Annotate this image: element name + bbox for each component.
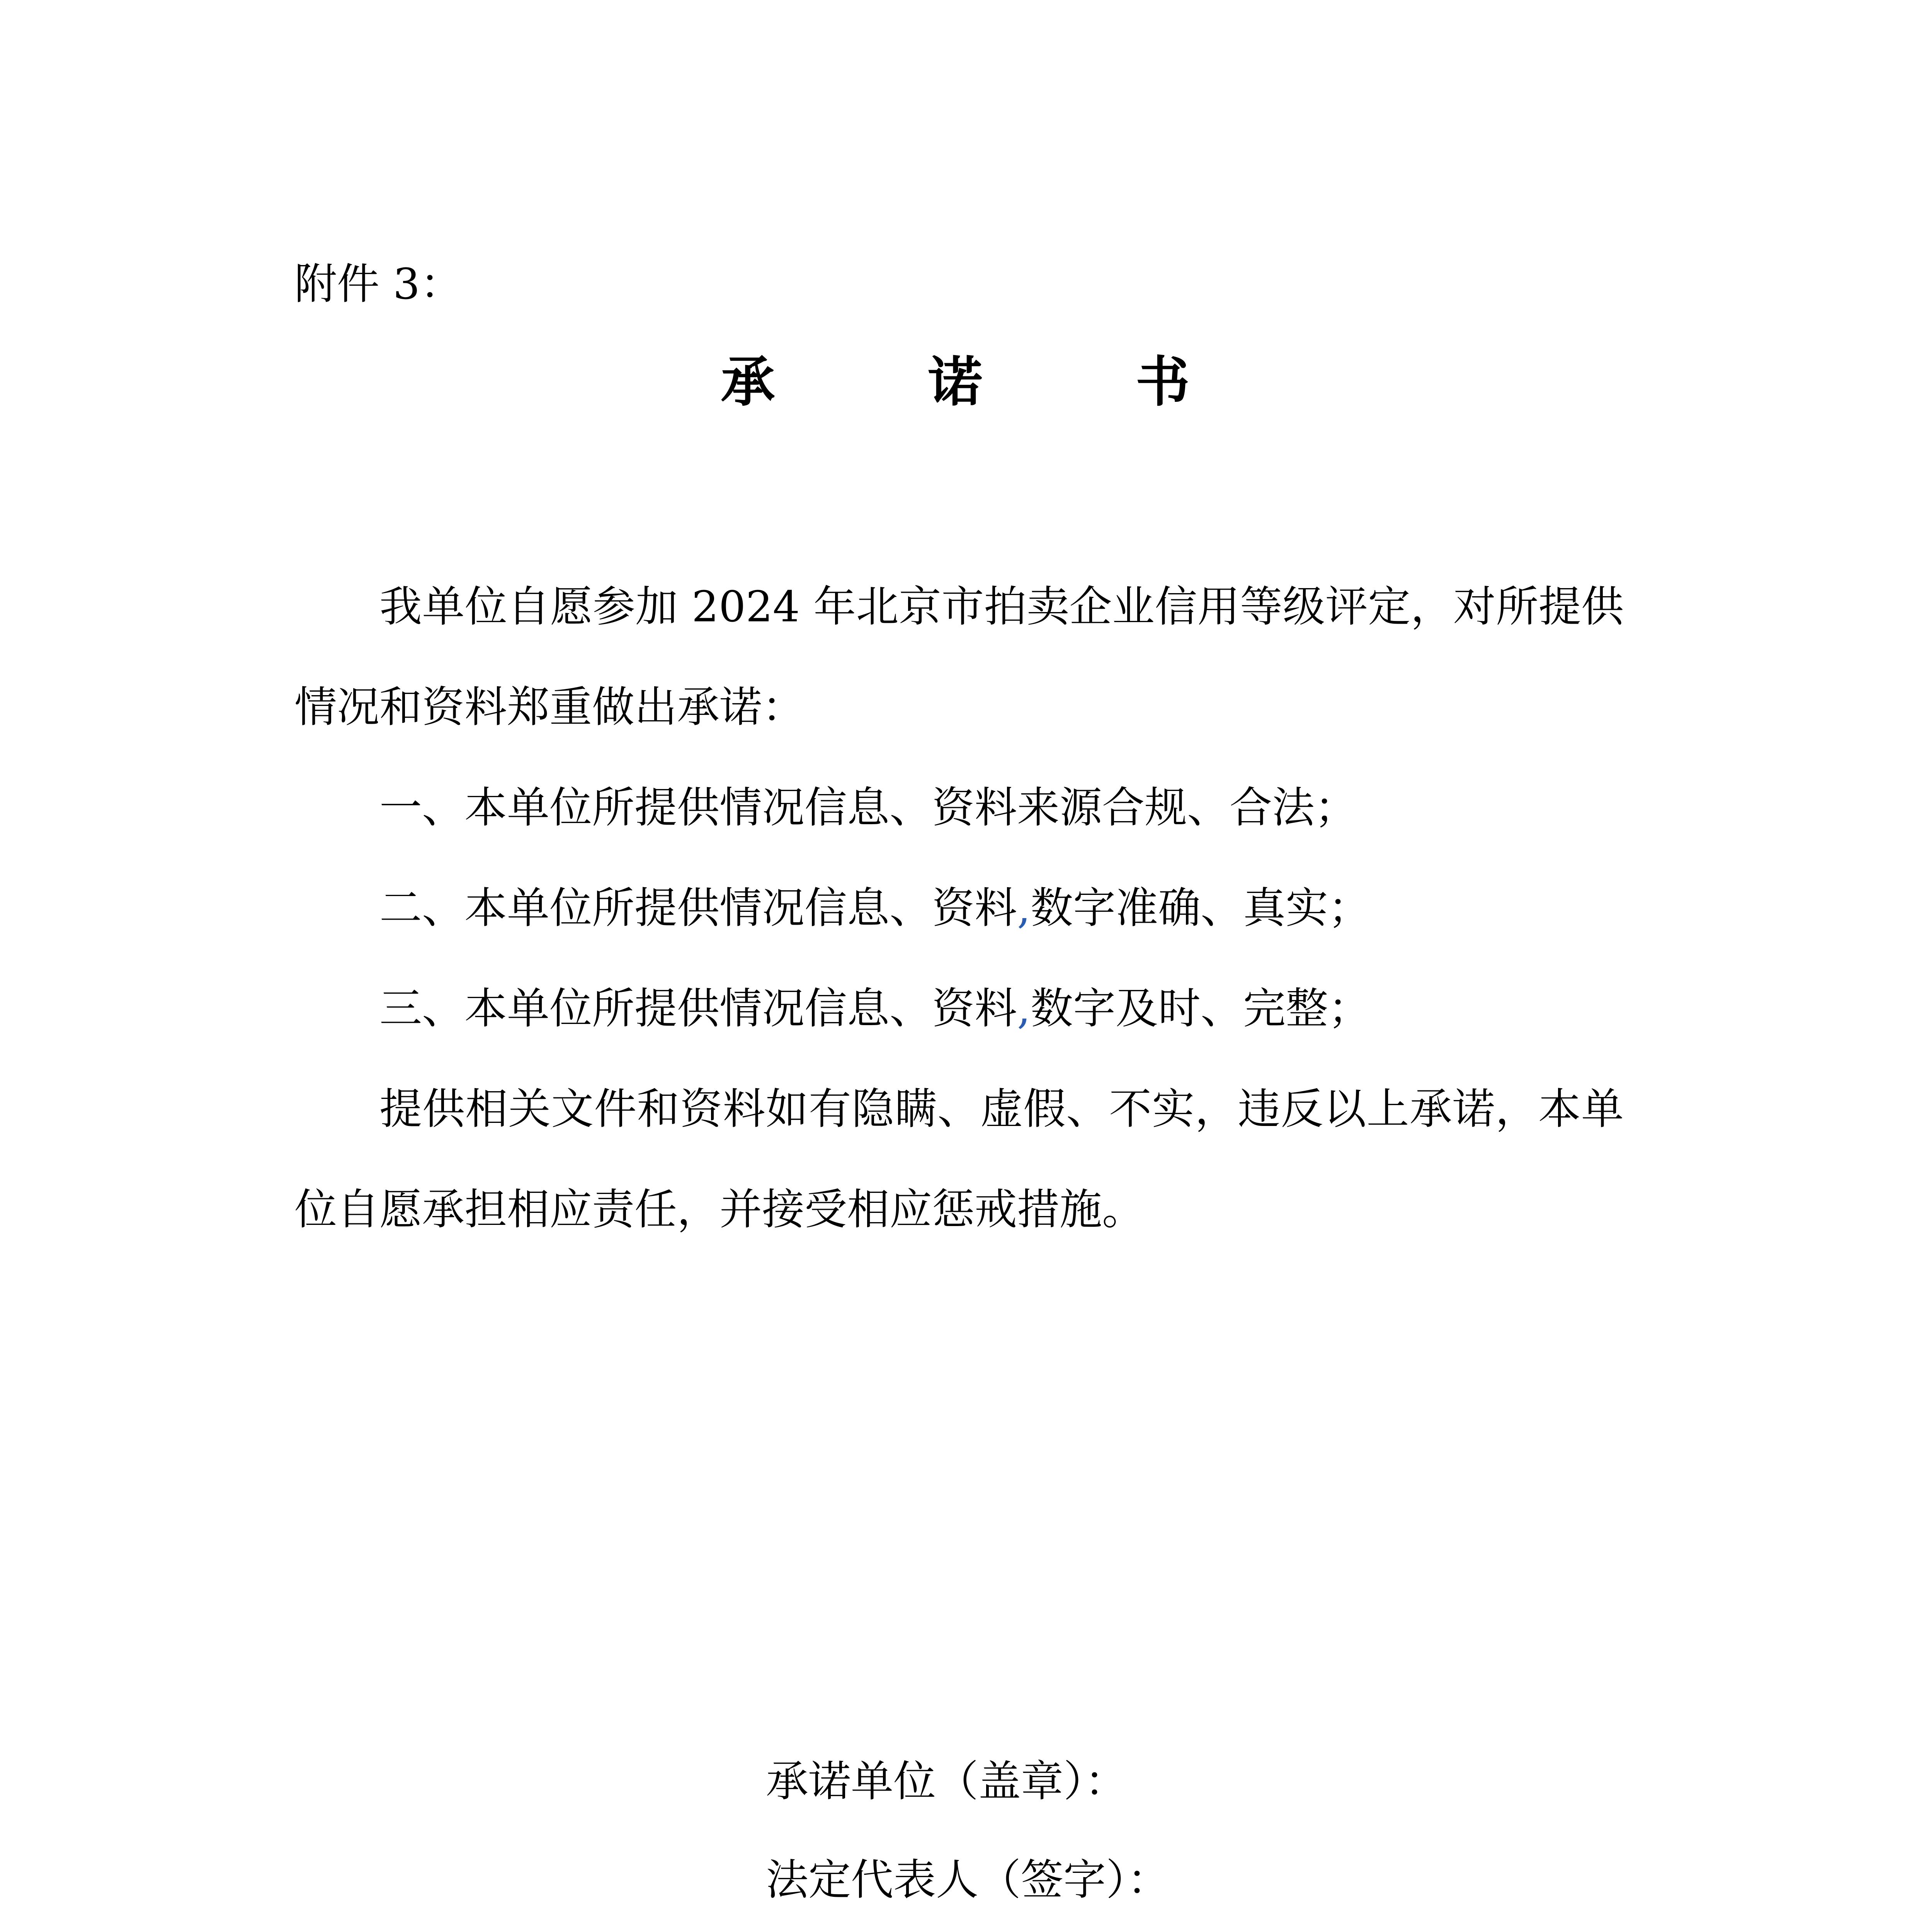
attachment-label: 附件 3： [294, 259, 463, 309]
legal-rep-signature-label: 法定代表人（签字）： [766, 1855, 1170, 1905]
title-char-2: 诺 [928, 351, 989, 414]
item-2-text-a: 二、本单位所提供情况信息、资料 [379, 883, 1017, 933]
commitment-item-1: 一、本单位所提供情况信息、资料来源合规、合法； [379, 783, 1357, 832]
title-char-1: 承 [721, 351, 782, 414]
unit-seal-label: 承诺单位（盖章）： [766, 1757, 1127, 1806]
item-3-text-a: 三、本单位所提供情况信息、资料 [379, 984, 1017, 1033]
closing-paragraph: 提供相关文件和资料如有隐瞒、虚假、不实，违反以上承诺，本单位自愿承担相应责任，并接受相应惩戒措施。 [294, 1084, 1624, 1234]
intro-paragraph: 我单位自愿参加 2024 年北京市拍卖企业信用等级评定，对所提供情况和资料郑重做出承诺： [294, 582, 1624, 732]
commitment-item-2 [294, 858, 1624, 958]
commitment-body [294, 556, 1624, 1260]
document-title [0, 350, 1917, 415]
title-char-3: 书 [1135, 351, 1196, 414]
item-2-comma: , [1017, 883, 1031, 933]
commitment-item-3 [294, 958, 1624, 1059]
item-3-text-b: 数字及时、完整； [1030, 984, 1371, 1033]
item-2-text-b: 数字准确、真实； [1030, 883, 1371, 933]
item-3-comma: , [1017, 984, 1031, 1033]
